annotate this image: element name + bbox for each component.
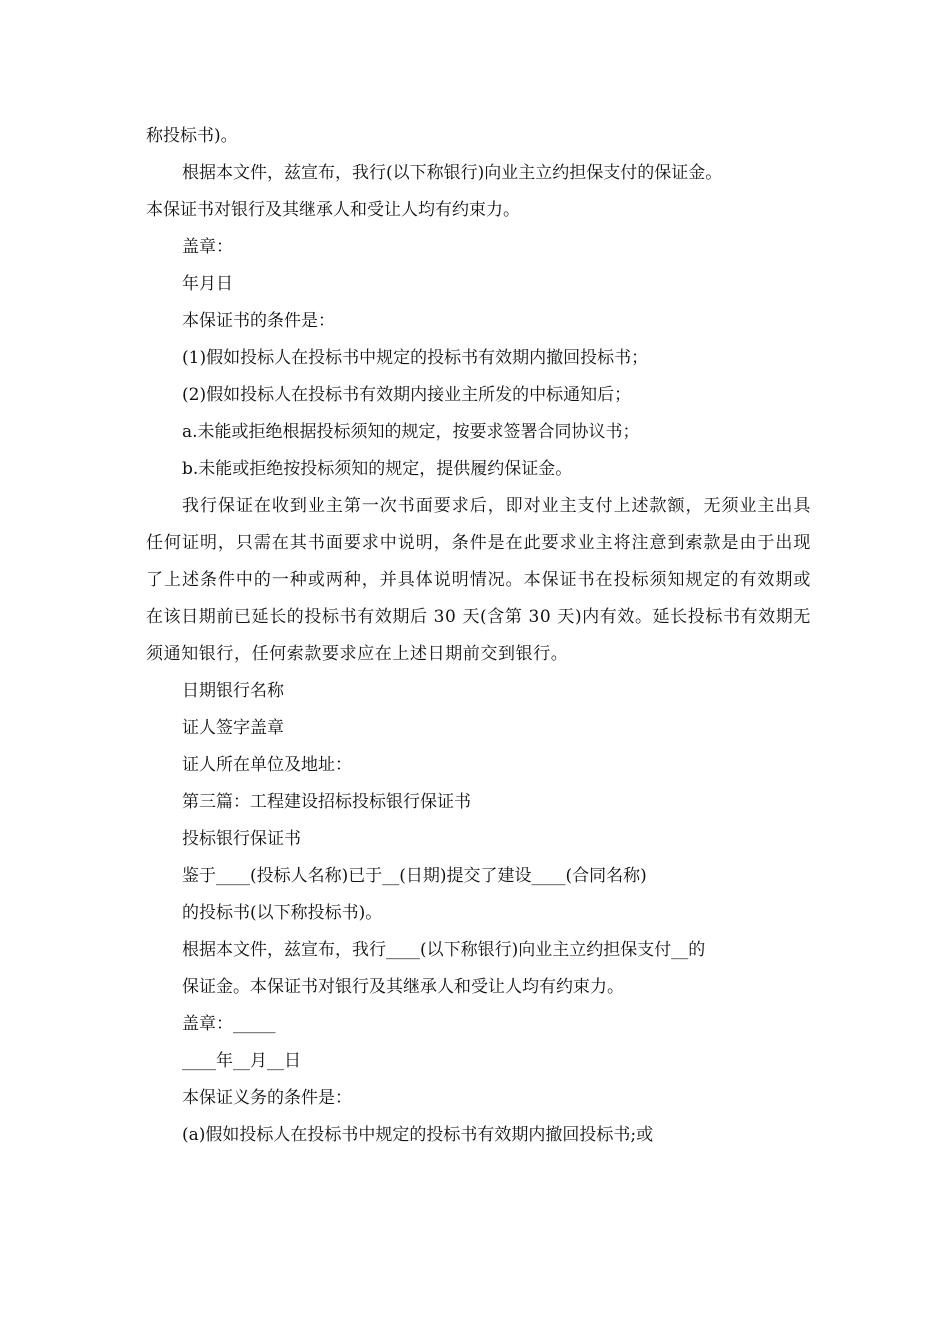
text-line: 称投标书)。 bbox=[146, 126, 238, 146]
text-line: a.未能或拒绝根据投标须知的规定，按要求签署合同协议书； bbox=[182, 422, 640, 442]
text-line: ____年__月__日 bbox=[182, 1051, 301, 1071]
text-line: 证人签字盖章 bbox=[182, 718, 284, 738]
text-line: 保证金。本保证书对银行及其继承人和受让人均有约束力。 bbox=[182, 977, 624, 997]
text-line: 的投标书(以下称投标书)。 bbox=[182, 903, 383, 923]
text-line: 根据本文件，兹宣布，我行____(以下称银行)向业主立约担保支付__的 bbox=[182, 940, 706, 960]
guarantee-paragraph: 我行保证在收到业主第一次书面要求后，即对业主支付上述款额，无须业主出具任何证明，只需在其书面要求中说明，条件是在此要求业主将注意到索款是由于出现了上述条件中的一种或两种，并具体说明情况。本保证书在投标须知规定的有效期或在该日期前已延长的投标书有效期后 30 天(含第 30 天)内有效。延长投标书有效期无须通知银行，任何索款要求应在上述日期前交到银行。 bbox=[146, 496, 811, 664]
document-body bbox=[146, 118, 811, 1154]
text-line: 证人所在单位及地址： bbox=[182, 755, 352, 775]
text-line: (2)假如投标人在投标书有效期内接业主所发的中标通知后； bbox=[182, 385, 632, 405]
text-line: 根据本文件，兹宣布，我行(以下称银行)向业主立约担保支付的保证金。 bbox=[182, 163, 723, 183]
text-line: 本保证义务的条件是： bbox=[182, 1088, 352, 1108]
text-line: 年月日 bbox=[182, 274, 233, 294]
text-line: 盖章：_____ bbox=[182, 1014, 276, 1034]
text-line: (a)假如投标人在投标书中规定的投标书有效期内撤回投标书;或 bbox=[182, 1125, 654, 1145]
text-line: 本保证书的条件是： bbox=[182, 311, 335, 331]
text-line: b.未能或拒绝按投标须知的规定，提供履约保证金。 bbox=[182, 459, 573, 479]
text-line: 投标银行保证书 bbox=[182, 829, 301, 849]
text-line: 鉴于____(投标人名称)已于__(日期)提交了建设____(合同名称) bbox=[182, 866, 647, 886]
text-line: (1)假如投标人在投标书中规定的投标书有效期内撤回投标书； bbox=[182, 348, 649, 368]
section-heading: 第三篇：工程建设招标投标银行保证书 bbox=[182, 792, 471, 812]
text-line: 日期银行名称 bbox=[182, 681, 284, 701]
text-line: 本保证书对银行及其继承人和受让人均有约束力。 bbox=[146, 200, 520, 220]
text-line: 盖章： bbox=[182, 237, 233, 257]
